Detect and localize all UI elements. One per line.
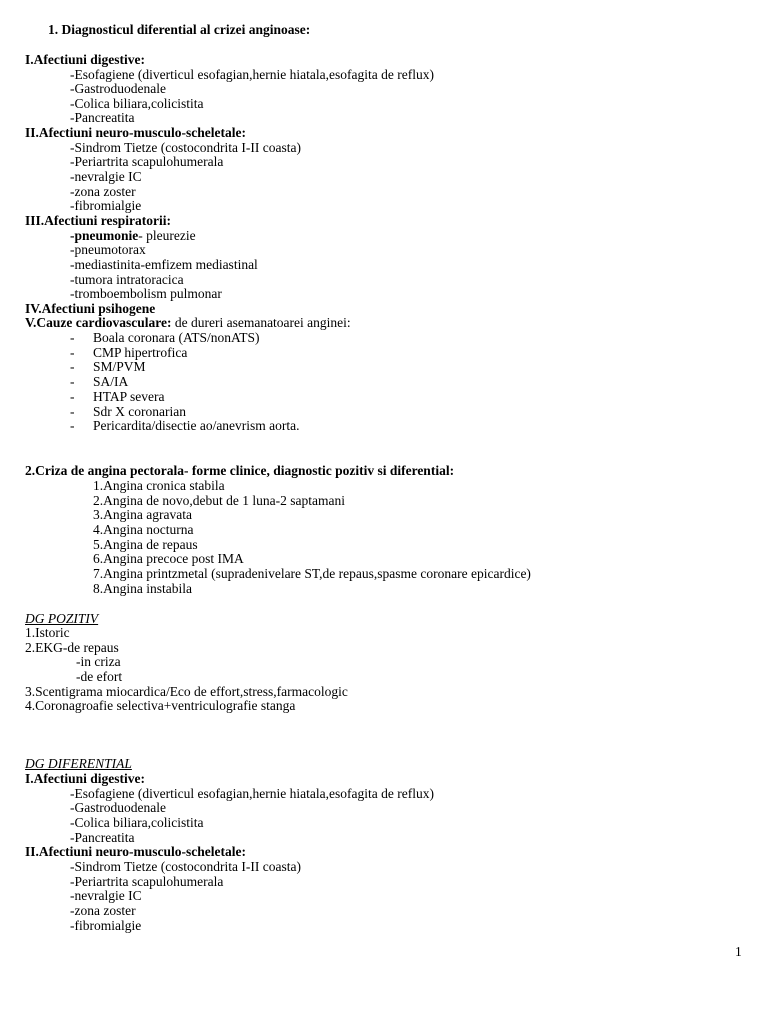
- list-item: 2.Angina de novo,debut de 1 luna-2 saptamani: [93, 493, 345, 508]
- heading-respiratory: III.Afectiuni respiratorii:: [25, 213, 171, 228]
- list-item: -Periartrita scapulohumerala: [70, 154, 224, 169]
- heading-neuro: II.Afectiuni neuro-musculo-scheletale:: [25, 125, 246, 140]
- dg-pozitiv-title: DG POZITIV: [25, 611, 99, 626]
- heading-cardiovascular-bold: V.Cauze cardiovasculare:: [25, 315, 172, 330]
- item-text: SA/IA: [93, 374, 129, 389]
- list-item: -Sindrom Tietze (costocondrita I-II coasta): [70, 859, 301, 874]
- list-item: -mediastinita-emfizem mediastinal: [70, 257, 258, 272]
- list-item: -tromboembolism pulmonar: [70, 286, 222, 301]
- heading-cardiovascular: [25, 315, 351, 330]
- list-item: -Gastroduodenale: [70, 81, 166, 96]
- list-item: -zona zoster: [70, 184, 136, 199]
- list-item: 4.Angina nocturna: [93, 522, 194, 537]
- list-item: -Esofagiene (diverticul esofagian,hernie hiatala,esofagita de reflux): [70, 67, 434, 82]
- dash-bullet: -: [70, 345, 75, 360]
- dash-bullet: -: [70, 418, 75, 433]
- list-item: -pneumotorax: [70, 242, 146, 257]
- list-item: -Colica biliara,colicistita: [70, 815, 204, 830]
- list-item: -nevralgie IC: [70, 169, 142, 184]
- item-text: HTAP severa: [93, 389, 165, 404]
- section1-title: 1. Diagnosticul diferential al crizei anginoase:: [48, 22, 311, 37]
- list-item: -zona zoster: [70, 903, 136, 918]
- dash-bullet: -: [70, 374, 75, 389]
- list-item: 2.EKG-de repaus: [25, 640, 119, 655]
- list-item: -fibromialgie: [70, 918, 142, 933]
- item-text: Boala coronara (ATS/nonATS): [93, 330, 260, 345]
- list-item: 6.Angina precoce post IMA: [93, 551, 244, 566]
- list-item: -de efort: [76, 669, 123, 684]
- list-item: 4.Coronagroafie selectiva+ventriculografie stanga: [25, 698, 296, 713]
- list-item: 1.Angina cronica stabila: [93, 478, 225, 493]
- list-item: [70, 228, 196, 243]
- heading-neuro: II.Afectiuni neuro-musculo-scheletale:: [25, 844, 246, 859]
- list-item: 8.Angina instabila: [93, 581, 192, 596]
- list-item: -Pancreatita: [70, 110, 135, 125]
- list-item: -Colica biliara,colicistita: [70, 96, 204, 111]
- list-item: 3.Scentigrama miocardica/Eco de effort,stress,farmacologic: [25, 684, 348, 699]
- item-bold-part: -pneumonie: [70, 228, 139, 243]
- item-text: Pericardita/disectie ao/anevrism aorta.: [93, 418, 300, 433]
- item-text: CMP hipertrofica: [93, 345, 188, 360]
- dash-bullet: -: [70, 330, 75, 345]
- list-item: 7.Angina printzmetal (supradenivelare ST,de repaus,spasme coronare epicardice): [93, 566, 531, 581]
- list-item: 1.Istoric: [25, 625, 70, 640]
- list-item: -fibromialgie: [70, 198, 142, 213]
- item-rest: - pleurezie: [138, 228, 196, 243]
- heading-cardiovascular-rest: de dureri asemanatoarei anginei:: [171, 315, 351, 330]
- section2-title: 2.Criza de angina pectorala- forme clinice, diagnostic pozitiv si diferential:: [25, 463, 455, 478]
- heading-psychogenic: IV.Afectiuni psihogene: [25, 301, 156, 316]
- heading-digestive: I.Afectiuni digestive:: [25, 52, 145, 67]
- page-number: 1: [735, 944, 742, 959]
- dg-diferential-title: DG DIFERENTIAL: [25, 756, 132, 771]
- list-item: -tumora intratoracica: [70, 272, 184, 287]
- dash-bullet: -: [70, 389, 75, 404]
- heading-digestive: I.Afectiuni digestive:: [25, 771, 145, 786]
- item-text: Sdr X coronarian: [93, 404, 186, 419]
- list-item: -Esofagiene (diverticul esofagian,hernie hiatala,esofagita de reflux): [70, 786, 434, 801]
- dash-bullet: -: [70, 404, 75, 419]
- list-item: -Pancreatita: [70, 830, 135, 845]
- list-item: 5.Angina de repaus: [93, 537, 198, 552]
- list-item: 3.Angina agravata: [93, 507, 192, 522]
- item-text: SM/PVM: [93, 359, 146, 374]
- list-item: -nevralgie IC: [70, 888, 142, 903]
- list-item: -Periartrita scapulohumerala: [70, 874, 224, 889]
- list-item: -in criza: [76, 654, 121, 669]
- list-item: -Gastroduodenale: [70, 800, 166, 815]
- dash-bullet: -: [70, 359, 75, 374]
- list-item: -Sindrom Tietze (costocondrita I-II coasta): [70, 140, 301, 155]
